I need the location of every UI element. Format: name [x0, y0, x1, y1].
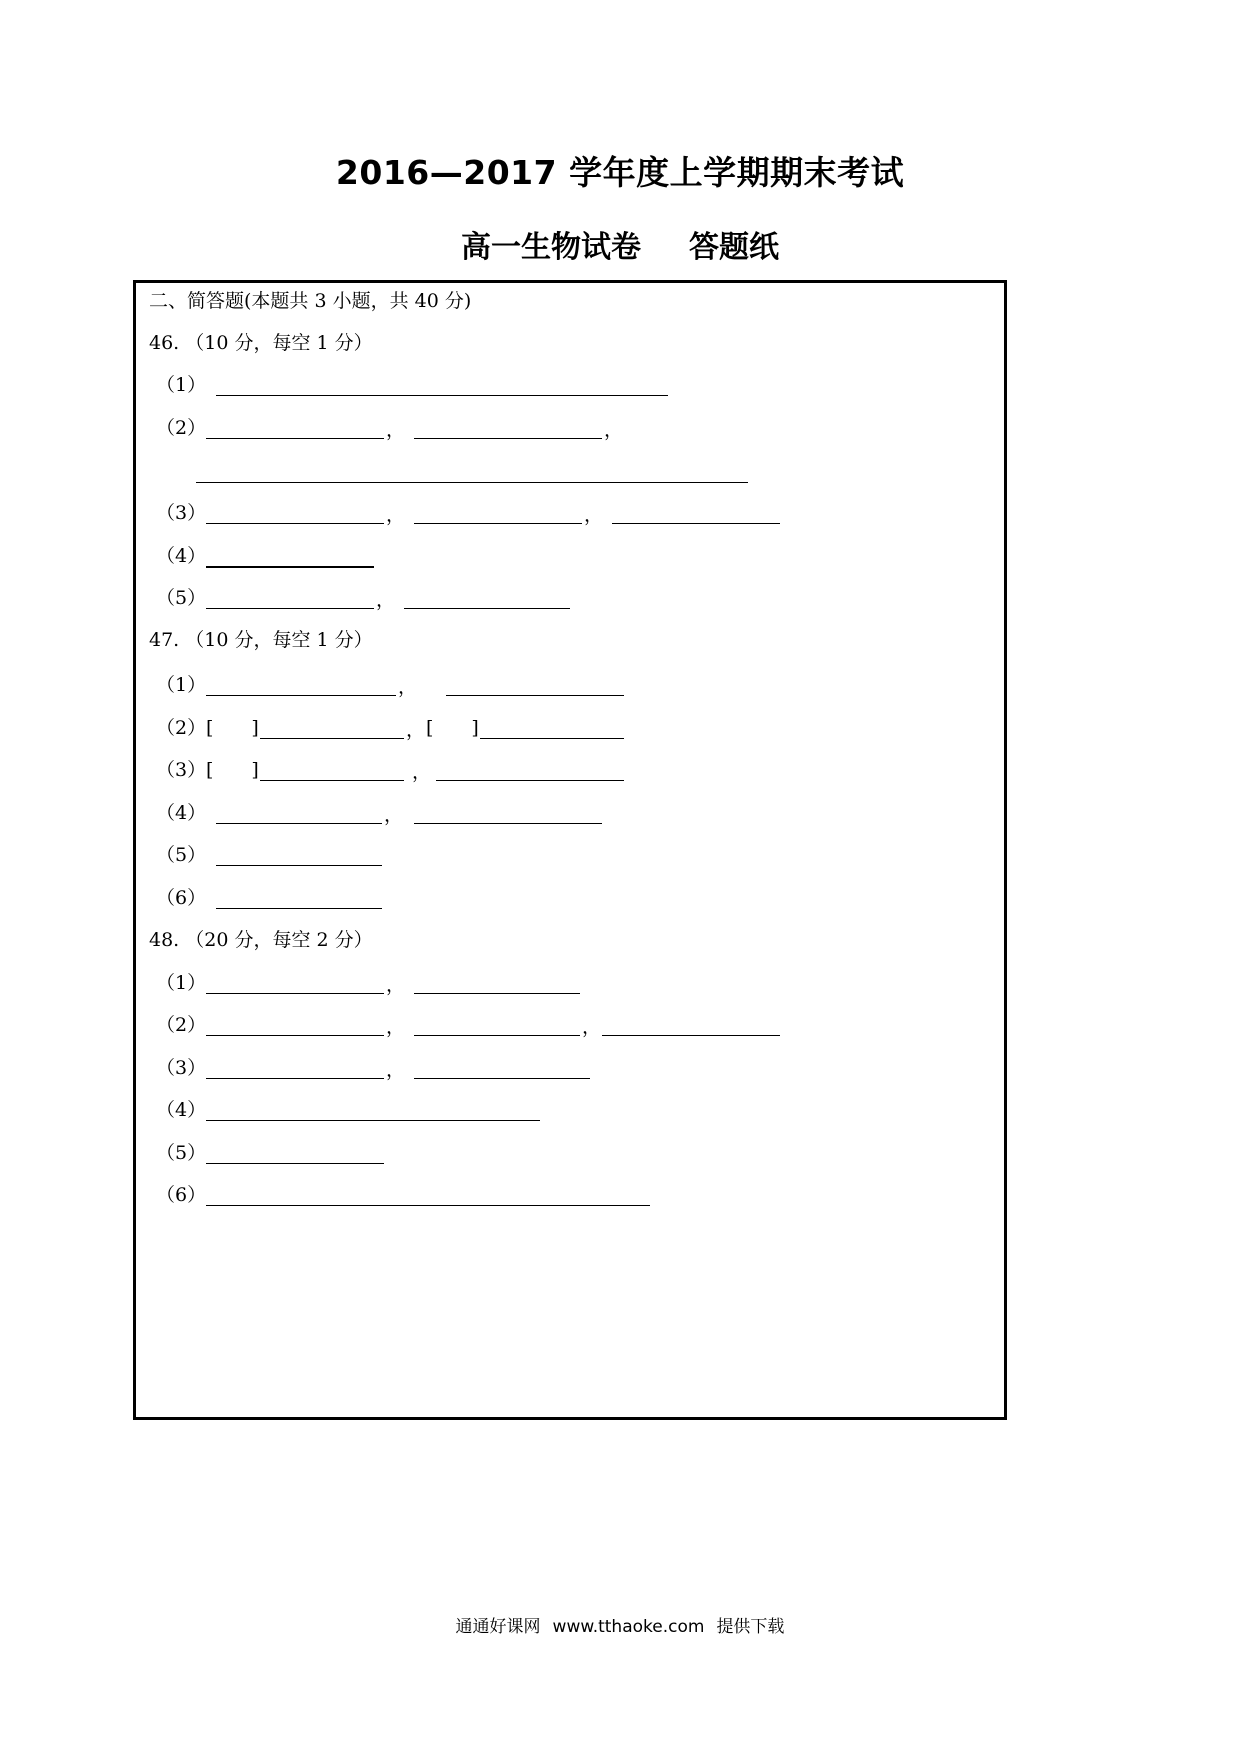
exam-title: 2016—2017 学年度上学期期末考试 — [335, 153, 905, 192]
comma: ， — [386, 504, 406, 526]
answer-blank[interactable] — [206, 566, 374, 568]
answer-blank[interactable] — [206, 608, 374, 609]
answer-blank[interactable] — [414, 823, 602, 824]
q46-item-1: （1） — [156, 374, 207, 396]
comma: ， — [386, 974, 406, 996]
q46-item-5: （5） — [156, 587, 207, 609]
footer-url[interactable]: www.tthaoke.com — [552, 1617, 705, 1637]
answer-blank[interactable] — [196, 482, 748, 483]
subject-label: 高一生物试卷 — [461, 230, 641, 265]
answer-blank[interactable] — [206, 1035, 384, 1036]
comma: ， — [582, 1016, 602, 1038]
answer-blank[interactable] — [206, 523, 384, 524]
q48-item-2: （2） — [156, 1014, 207, 1036]
answer-blank[interactable] — [612, 523, 780, 524]
q48-item-4: （4） — [156, 1099, 207, 1121]
answer-blank[interactable] — [206, 1205, 650, 1206]
comma: ， — [398, 676, 418, 698]
answer-blank[interactable] — [414, 1035, 580, 1036]
footer-site-name: 通通好课网 — [455, 1617, 541, 1637]
answer-blank[interactable] — [216, 395, 668, 396]
q46-item-4: （4） — [156, 545, 207, 567]
answer-blank[interactable] — [206, 695, 396, 696]
answer-blank[interactable] — [216, 908, 382, 909]
answer-blank[interactable] — [446, 695, 624, 696]
q48-item-6: （6） — [156, 1184, 207, 1206]
answer-blank[interactable] — [206, 1163, 384, 1164]
answer-blank[interactable] — [404, 608, 570, 609]
q47-item-5: （5） — [156, 844, 207, 866]
q46-item-2: （2） — [156, 417, 207, 439]
answer-blank[interactable] — [480, 738, 624, 739]
comma: ， — [584, 504, 604, 526]
footer-tagline: 提供下载 — [716, 1617, 785, 1637]
q47-label: 47. （10 分，每空 1 分） — [149, 629, 373, 651]
answer-blank[interactable] — [206, 1120, 540, 1121]
q47-item-3: （3） — [156, 759, 207, 781]
answer-blank[interactable] — [260, 738, 404, 739]
q47-item-2: （2） — [156, 717, 207, 739]
answer-blank[interactable] — [414, 523, 582, 524]
q48-item-1: （1） — [156, 972, 207, 994]
answer-blank[interactable] — [260, 780, 404, 781]
q46-item-3: （3） — [156, 502, 207, 524]
comma: ， — [386, 1016, 406, 1038]
answer-blank[interactable] — [206, 1078, 384, 1079]
comma: ， — [604, 419, 624, 441]
answer-blank[interactable] — [206, 438, 384, 439]
answer-blank[interactable] — [216, 865, 382, 866]
q47-item-6: （6） — [156, 887, 207, 909]
comma: ， — [376, 589, 396, 611]
comma: ， — [384, 804, 404, 826]
answer-blank[interactable] — [206, 993, 384, 994]
answer-blank[interactable] — [414, 1078, 590, 1079]
answer-box — [133, 280, 1007, 1420]
exam-subtitle — [0, 222, 1240, 266]
bracket: [ ] — [206, 717, 259, 739]
q48-item-5: （5） — [156, 1142, 207, 1164]
q46-label: 46. （10 分，每空 1 分） — [149, 332, 373, 354]
answer-blank[interactable] — [436, 780, 624, 781]
answer-sheet-label: 答题纸 — [689, 230, 779, 265]
comma: ， — [406, 719, 426, 741]
answer-blank[interactable] — [414, 438, 602, 439]
section-heading: 二、简答题(本题共 3 小题，共 40 分) — [149, 290, 472, 312]
q47-item-1: （1） — [156, 674, 207, 696]
q47-item-4: （4） — [156, 802, 207, 824]
comma: ， — [386, 419, 406, 441]
answer-blank[interactable] — [602, 1035, 780, 1036]
bracket: [ ] — [426, 717, 479, 739]
q48-label: 48. （20 分，每空 2 分） — [149, 929, 373, 951]
q48-item-3: （3） — [156, 1057, 207, 1079]
footer — [0, 1612, 1240, 1637]
comma: ， — [412, 761, 432, 783]
answer-blank[interactable] — [216, 823, 382, 824]
bracket: [ ] — [206, 759, 259, 781]
answer-blank[interactable] — [414, 993, 580, 994]
comma: ， — [386, 1059, 406, 1081]
